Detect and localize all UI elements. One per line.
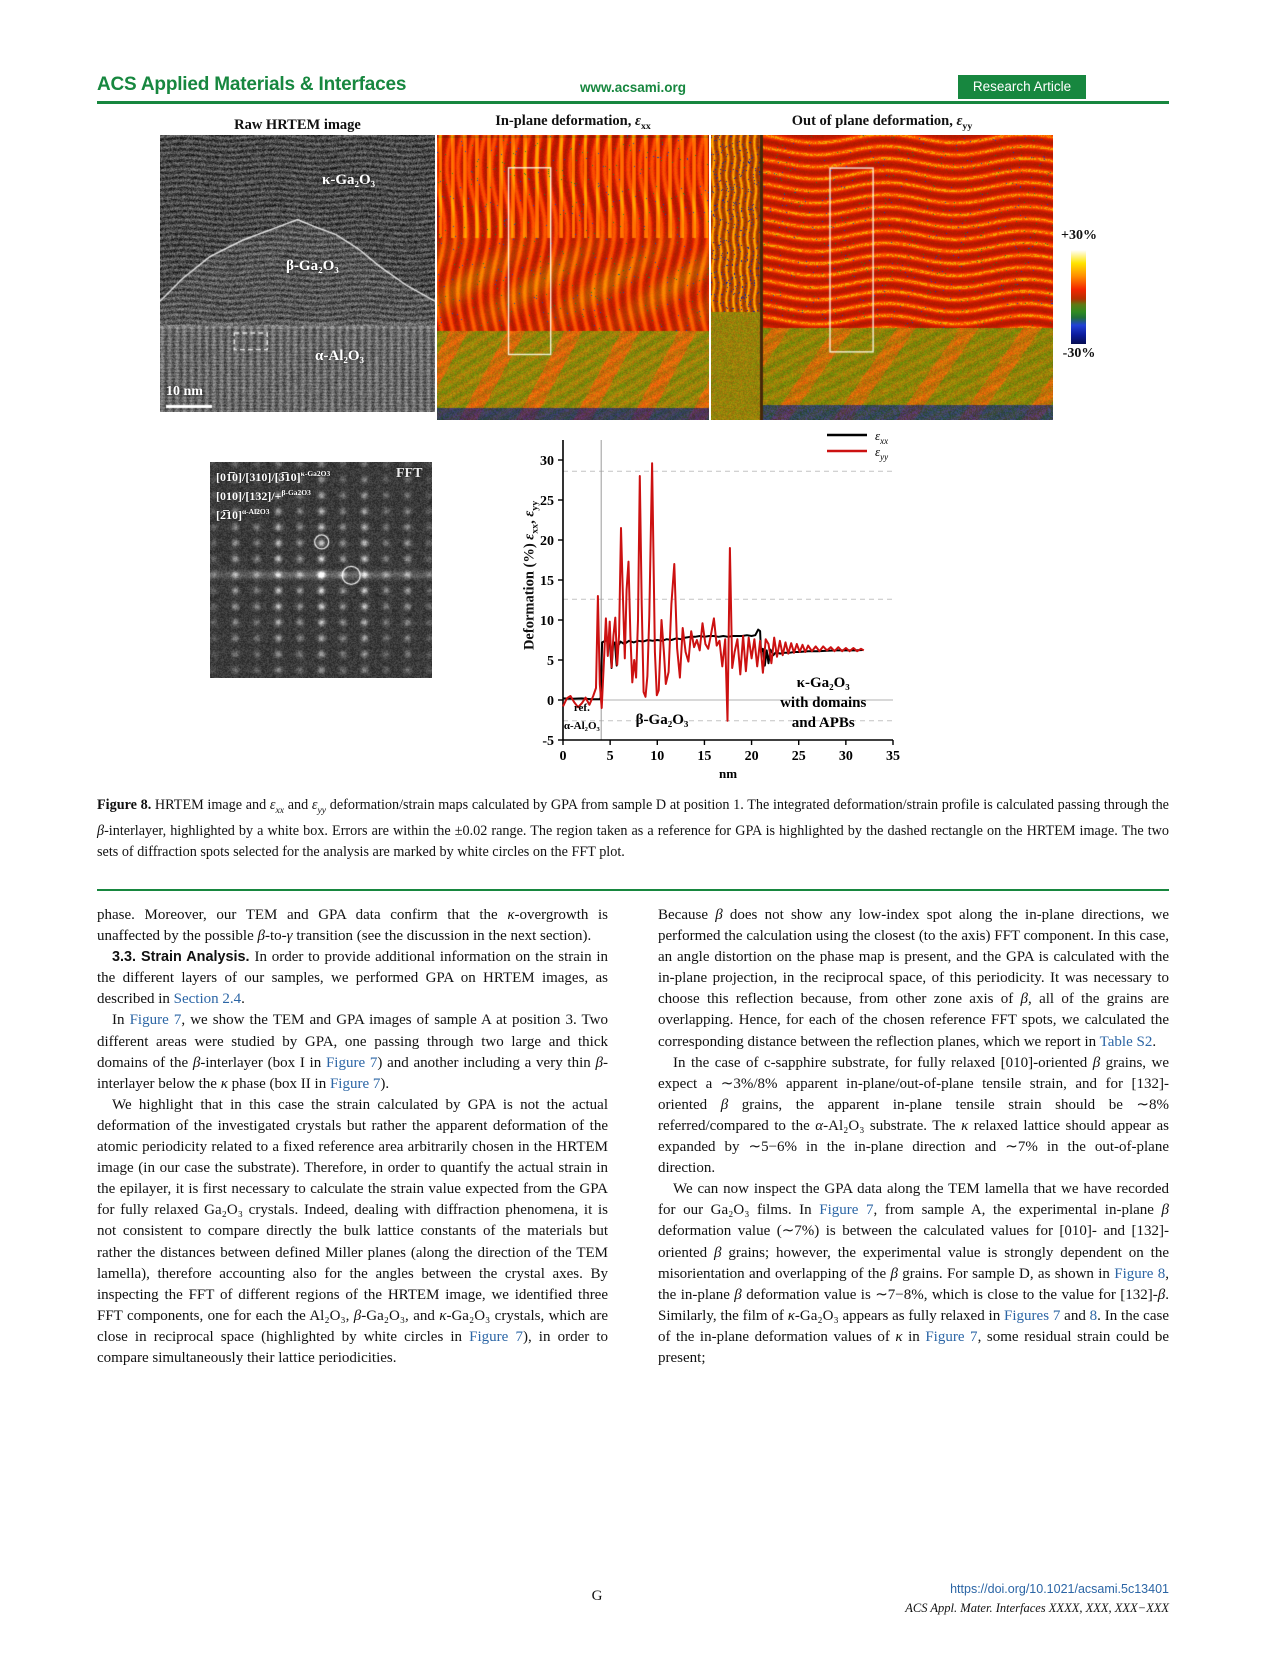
text-run: β [1020, 991, 1029, 1008]
text-run: grains; however, the experimental value is strongly dependent on the misorientation and overlapping of the [658, 1244, 1169, 1282]
panel-title-eyy-prefix: Out of plane deformation, [791, 113, 957, 129]
fft-label-main: [01̅0]/[310]/[3̅10] [216, 470, 301, 484]
article-type-badge: Research Article [958, 75, 1086, 99]
svg-text:ref.: ref. [573, 702, 590, 715]
body-paragraph [658, 1179, 1169, 1369]
text-run: κ [507, 907, 515, 923]
svg-text:κ-Ga₂O₃: κ-Ga₂O₃ [796, 675, 850, 692]
body-paragraph [658, 905, 1169, 1053]
page-number: G [591, 1588, 603, 1604]
text-run: -interlayer, highlighted by a white box. Errors are within the ±0.02 range. The region taken as a reference for GPA is highlighted by the dashed rectangle on the HRTEM image. The two sets of diffraction spots selected for the analysis are marked by white circles on the FFT plot. [97, 822, 1169, 860]
header-rule [97, 101, 1169, 104]
text-run: grains. For sample D, as shown in [897, 1265, 1115, 1282]
fft-label-sup: β-Ga2O3 [281, 488, 311, 497]
text-run: β [1161, 1202, 1169, 1219]
svg-text:εyy: $\varepsilon_{yy}$ [875, 444, 889, 462]
hrtem-label-alpha-al2o3: α-Al₂O₃ [315, 348, 365, 364]
svg-text:α-Al₂O₃: α-Al₂O₃ [563, 719, 600, 732]
inline-link[interactable]: Figures 7 [1004, 1307, 1061, 1324]
fft-label-alpha [216, 504, 330, 523]
text-run: We highlight that in this case the strain calculated by GPA is not the actual deformation of the investigated crystals but rather the apparent deformation of the atomic periodicity related to a fixed reference area arbitrarily chosen in the HRTEM image (in our case the substrate). Therefore, in order to quantify the actual strain in the epilayer, it is first necessary to calculate the strain value expected from the GPA for fully relaxed Ga₂O₃ crystals. Indeed, dealing with diffraction phenomena, it is not consistent to compare directly the bulk lattice constants of the materials but rather the distances between defined Miller planes (along the direction of the TEM lamella), therefore accounting also for the angles between the crystal axes. By inspecting the FFT of different regions of the HRTEM image, we identified three FFT components, one for each the Al₂O₃, [97, 1096, 608, 1324]
text-run: κ [895, 1328, 903, 1345]
eyy-map-image [711, 135, 1053, 420]
inline-link[interactable]: Section 2.4 [173, 991, 242, 1008]
body-paragraph [97, 1095, 608, 1369]
svg-text:5: 5 [547, 654, 554, 669]
colorbar-gradient [1071, 250, 1086, 344]
chart-y-axis-label [522, 460, 541, 690]
fft-axis-labels [216, 466, 330, 523]
text-run: -Ga₂O₃ crystals, which are close in reciprocal space (highlighted by white circles in [97, 1307, 609, 1345]
svg-text:β-Ga₂O₃: β-Ga₂O₃ [635, 712, 689, 728]
deformation-chart [515, 425, 935, 785]
text-run: in [902, 1328, 926, 1345]
text-run: , some residual strain could be present; [658, 1328, 1169, 1366]
inline-link[interactable]: Figure 7 [325, 1054, 378, 1071]
journal-site-link[interactable]: www.acsami.org [579, 80, 687, 95]
epsilon-symbol: ε [634, 113, 641, 129]
text-run: β [720, 1096, 729, 1113]
inline-link[interactable]: Table S2 [1099, 1033, 1153, 1050]
text-run: , we show the TEM and GPA images of sample A at position 3. Two different areas were studied by GPA, one passing through two large and thick domains of the [97, 1012, 608, 1071]
text-run: Figure 8. [97, 797, 155, 813]
panel-title-eyy [711, 113, 1053, 132]
colorbar-min-label: -30% [1062, 346, 1096, 361]
text-run: -Ga₂O₃, and [361, 1307, 440, 1324]
text-run: β [1092, 1054, 1101, 1071]
text-run: ε [311, 797, 318, 813]
text-run: -interlayer below the [97, 1054, 608, 1092]
text-run: 3.3. Strain Analysis. [112, 949, 255, 966]
text-run: We can now inspect the GPA data along the TEM lamella that we have recorded for our Ga₂O₃ films. In [658, 1181, 1169, 1219]
svg-text:10: 10 [540, 614, 554, 629]
svg-text:25: 25 [540, 494, 554, 509]
svg-text:20: 20 [540, 534, 554, 549]
body-paragraph [658, 1053, 1169, 1180]
fft-label-sup: κ-Ga2O3 [300, 469, 331, 478]
journal-title: ACS Applied Materials & Interfaces [97, 74, 407, 95]
fft-label-main: [010]/[132]/+ [216, 489, 282, 503]
doi-link[interactable]: https://doi.org/10.1021/acsami.5c13401 [950, 1582, 1169, 1596]
fft-label-beta [216, 485, 330, 504]
text-run: , all of the grains are overlapping. Hence, for each of the chosen reference FFT spots, we calculated the corresponding distance between the reflection planes, which we report in [658, 991, 1169, 1050]
epsilon-symbol: ε [521, 510, 538, 517]
text-run: , from sample A, the experimental in-plane [873, 1202, 1162, 1219]
text-run: ), in order to compare simultaneously their lattice periodicities. [97, 1328, 608, 1366]
text-run: does not show any low-index spot along the in-plane directions, we performed the calculation using the closest (to the axis) FFT component. In this case, an angle distortion on the phase map is present, and the GPA is calculated with the in-plane projection, in the reciprocal space, of this periodicity. It was necessary to choose this reflection because, from other zone axis of [658, 907, 1169, 1008]
text-run: κ [787, 1307, 795, 1324]
exx-map-image [437, 135, 709, 420]
svg-text:15: 15 [697, 749, 712, 764]
text-run: In the case of c-sapphire substrate, for fully relaxed [010]-oriented [673, 1054, 1093, 1071]
epsilon-symbol: ε [521, 533, 538, 540]
text-run: -interlayer (box I in [200, 1054, 326, 1071]
text-run: β [715, 907, 723, 923]
svg-text:εxx: $\varepsilon_{xx}$ [875, 428, 889, 446]
text-run: ) and another including a very thin [377, 1054, 596, 1071]
svg-text:with domains: with domains [780, 695, 867, 712]
epsilon-subscript: yy [962, 120, 973, 132]
text-run: yy [317, 804, 327, 816]
hrtem-label-beta-ga2o3: β-Ga₂O₃ [286, 258, 339, 274]
inline-link[interactable]: Figure 7 [469, 1328, 523, 1345]
svg-text:35: 35 [886, 749, 900, 764]
text-run: deformation/strain maps calculated by GPA from sample D at position 1. The integrated deformation/strain profile is calculated passing through the [326, 797, 1169, 813]
text-run: ). [380, 1075, 390, 1092]
text-run: HRTEM image and [154, 797, 270, 813]
body-paragraph [97, 905, 608, 947]
hrtem-label-kappa-ga2o3: κ-Ga₂O₃ [322, 172, 376, 188]
svg-text:5: 5 [606, 749, 614, 764]
colorbar-max-label: +30% [1061, 228, 1097, 243]
ylabel-text: Deformation (%) [521, 539, 538, 651]
epsilon-subscript: xx [640, 120, 651, 132]
svg-text:25: 25 [791, 749, 806, 764]
text-run: γ [286, 928, 293, 945]
text-run: β [595, 1054, 603, 1071]
text-run: phase (box II in [227, 1075, 330, 1092]
epsilon-symbol: ε [956, 113, 963, 129]
inline-link[interactable]: Figure 7 [329, 1075, 381, 1092]
text-run: ε [269, 797, 276, 813]
text-run: κ [961, 1117, 969, 1134]
inline-link[interactable]: Figure 7 [925, 1328, 978, 1345]
text-run: deformation value is ∼7−8%, which is close to the value for [132]- [741, 1286, 1158, 1303]
svg-text:nm: nm [718, 766, 738, 781]
panel-title-exx [437, 113, 709, 132]
text-run: . Similarly, the film of [658, 1286, 1169, 1324]
text-run: β [1157, 1286, 1166, 1303]
text-run: β [97, 822, 105, 839]
panel-title-hrtem: Raw HRTEM image [234, 117, 361, 133]
inline-link[interactable]: Figure 8 [1114, 1265, 1166, 1282]
svg-text:0: 0 [559, 749, 567, 764]
fft-label-main: [2̅10] [216, 508, 242, 522]
svg-text:30: 30 [838, 749, 853, 764]
fft-label-sup: α-Al2O3 [242, 507, 270, 516]
text-run: grains, the apparent in-plane tensile strain should be ∼8% referred/compared to the [658, 1096, 1169, 1134]
text-run: κ [220, 1075, 228, 1092]
fft-corner-label: FFT [396, 466, 423, 481]
epsilon-subscript: yy [529, 500, 541, 511]
svg-text:10: 10 [650, 749, 665, 764]
svg-text:30: 30 [540, 454, 554, 469]
text-run: deformation value (∼7%) is between the calculated values for [010]- and [132]-oriented [658, 1223, 1169, 1261]
text-run: . In the case of the in-plane deformation values of [658, 1307, 1169, 1345]
section-rule [97, 889, 1169, 891]
svg-text:-5: -5 [542, 734, 554, 749]
body-column-right [658, 905, 1169, 1369]
figure-caption [97, 795, 1169, 863]
panel-title-exx-prefix: In-plane deformation, [495, 113, 635, 129]
text-run: α [815, 1117, 824, 1134]
text-run: . [1152, 1033, 1157, 1050]
svg-text:and APBs: and APBs [791, 715, 855, 732]
ylabel-comma: , [521, 516, 538, 524]
text-run: -to- [265, 928, 287, 945]
svg-text:15: 15 [540, 574, 554, 589]
text-run: , the in-plane [658, 1265, 1169, 1303]
text-run: and [284, 797, 312, 813]
text-run: In order to provide additional information on the strain in the different layers of our samples, we performed GPA on HRTEM images, as described in [97, 949, 608, 1008]
fft-label-kappa [216, 466, 330, 485]
text-run: β [192, 1054, 201, 1071]
text-run: Because [658, 907, 716, 923]
inline-link[interactable]: Figure 7 [819, 1202, 874, 1219]
scalebar-label: 10 nm [166, 384, 203, 399]
text-run: β [734, 1286, 742, 1303]
text-run: xx [275, 804, 285, 816]
text-run: -Al₂O₃ substrate. The [823, 1117, 962, 1134]
text-run: -overgrowth is unaffected by the possible [97, 907, 608, 945]
text-run: κ [439, 1307, 447, 1324]
body-column-left [97, 905, 608, 1369]
text-run: β [257, 928, 265, 945]
text-run: In [112, 1012, 130, 1029]
text-run: relaxed lattice should appear as expanded by ∼5−6% in the in-plane direction and ∼7% in the out-of-plane direction. [658, 1117, 1170, 1177]
svg-text:0: 0 [547, 694, 554, 709]
text-run: phase. Moreover, our TEM and GPA data confirm that the [97, 907, 508, 923]
body-paragraph [97, 1010, 608, 1094]
inline-link[interactable]: 8 [1089, 1307, 1098, 1324]
body-paragraph [97, 947, 608, 1010]
inline-link[interactable]: Figure 7 [129, 1012, 182, 1029]
text-run: -Ga₂O₃ appears as fully relaxed in [794, 1307, 1005, 1324]
text-run: transition (see the discussion in the next section). [292, 928, 592, 945]
text-run: β [353, 1307, 362, 1324]
epsilon-subscript: xx [529, 523, 541, 534]
text-run: . [241, 991, 245, 1008]
text-run: and [1060, 1307, 1090, 1324]
text-run: grains, we expect a ∼3%/8% apparent in-plane/out-of-plane tensile strain, and for [132]-oriented [658, 1054, 1169, 1113]
text-run: β [714, 1244, 722, 1261]
text-run: β [890, 1265, 898, 1282]
citation-line: ACS Appl. Mater. Interfaces XXXX, XXX, XXX−XXX [905, 1601, 1169, 1615]
svg-text:20: 20 [744, 749, 759, 764]
